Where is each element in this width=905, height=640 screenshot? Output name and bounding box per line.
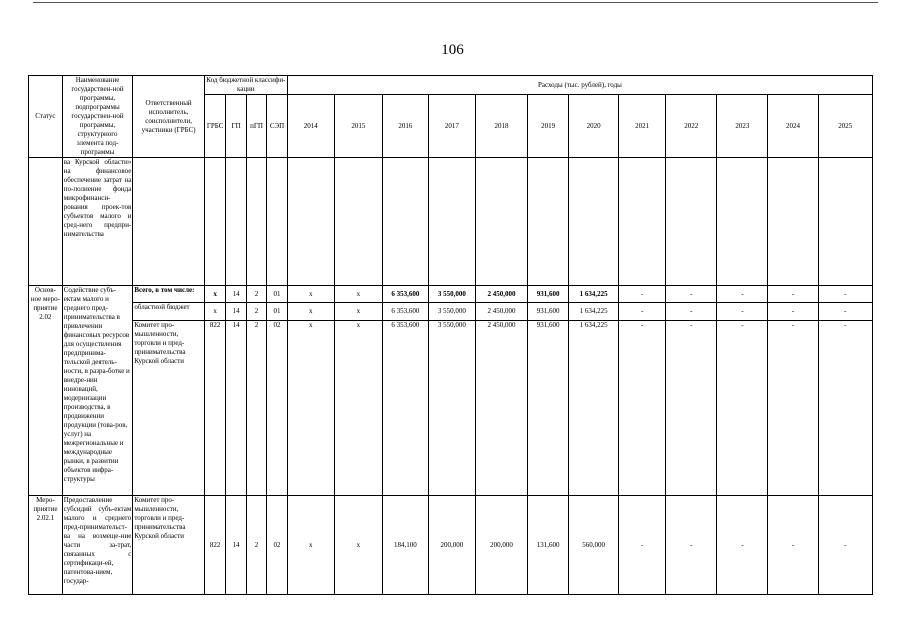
name-cell: Содействие субъ-ектам малого и среднего пред-принимательства в привлечении финансовых ресурсов для осуществления предпринима-тельской деятель-ности, в разра-ботке и внедре-нии инноваций, модернизации производства, в продвижении продукции (това-ров, услуг) на межрегиональные и международные рынки, в развитии объектов инфра-структуры	[62, 286, 133, 496]
year-header: 2014	[287, 95, 334, 158]
code-cell: 02	[267, 321, 288, 496]
value-cell: 1 634,225	[569, 321, 619, 496]
value-cell: 1 634,225	[569, 286, 619, 303]
table-row	[29, 321, 873, 496]
value-cell: x	[287, 321, 334, 496]
value-cell: -	[818, 321, 872, 496]
code-cell: x	[204, 286, 225, 303]
year-header: 2015	[334, 95, 382, 158]
executor-cell: областной бюджет	[133, 303, 205, 321]
code-cell: 2	[246, 286, 266, 303]
value-cell: -	[768, 321, 818, 496]
value-cell: -	[666, 303, 717, 321]
value-cell: -	[619, 496, 666, 595]
year-header: 2025	[818, 95, 872, 158]
code-header: СЭП	[267, 95, 288, 158]
value-cell: 2 450,000	[475, 321, 527, 496]
value-cell: -	[818, 286, 872, 303]
value-cell: x	[287, 303, 334, 321]
value-cell: x	[334, 286, 382, 303]
executor-cell: Комитет про-мышленности, торговли и пред-принимательства Курской области	[133, 321, 205, 496]
value-cell: 560,000	[569, 496, 619, 595]
value-cell: -	[818, 303, 872, 321]
value-cell: -	[666, 286, 717, 303]
year-header: 2020	[569, 95, 619, 158]
value-cell: 3 550,000	[428, 321, 475, 496]
code-cell: 01	[267, 303, 288, 321]
executor-cell: Комитет про-мышленности, торговли и пред-принимательства Курской области	[133, 496, 205, 595]
value-cell: 931,600	[528, 286, 569, 303]
code-cell: 14	[226, 496, 246, 595]
name-cell: ва Курской области» на финансовое обеспечение затрат на по-полнение фонда микрофинанси-рования проек-тов субъектов малого и сред-него предпри-нимательства	[62, 158, 133, 286]
value-cell: 3 550,000	[428, 303, 475, 321]
code-cell: 2	[246, 303, 266, 321]
value-cell: 200,000	[428, 496, 475, 595]
value-cell: 6 353,600	[382, 321, 428, 496]
budget-table-sheet	[28, 75, 873, 594]
year-header: 2023	[717, 95, 768, 158]
value-cell: -	[768, 303, 818, 321]
value-cell: -	[666, 496, 717, 595]
year-header: 2019	[528, 95, 569, 158]
value-cell: 6 353,600	[382, 286, 428, 303]
year-header: 2022	[666, 95, 717, 158]
status-cell	[29, 158, 63, 286]
value-cell: x	[334, 303, 382, 321]
year-header: 2024	[768, 95, 818, 158]
code-cell: 14	[226, 321, 246, 496]
status-cell: Меро-приятие 2.02.1	[29, 496, 63, 595]
value-cell: -	[768, 286, 818, 303]
header-row-1	[29, 76, 873, 95]
top-rule	[33, 2, 878, 3]
value-cell: x	[287, 496, 334, 595]
value-cell: -	[619, 303, 666, 321]
value-cell: -	[768, 496, 818, 595]
code-cell: 01	[267, 286, 288, 303]
name-cell: Предоставление субсидий субъ-ектам малого и среднего пред-принимательст-ва на возмеще-ние части за-трат, связанных с сертификаци-ей, патентова-нием, государ-	[62, 496, 133, 595]
value-cell: 3 550,000	[428, 286, 475, 303]
value-cell: -	[619, 286, 666, 303]
code-cell: 822	[204, 321, 225, 496]
code-header: ГРБС	[204, 95, 225, 158]
value-cell: 2 450,000	[475, 286, 527, 303]
code-cell: 2	[246, 321, 266, 496]
status-header: Статус	[29, 76, 63, 158]
code-cell: 02	[267, 496, 288, 595]
name-header: Наименование государствен-ной программы, подпрограммы государствен-ной программы, структурного элемента под-программы	[62, 76, 133, 158]
status-cell: Основ-ное меро-приятие 2.02	[29, 286, 63, 496]
table-row	[29, 496, 873, 595]
value-cell: -	[619, 321, 666, 496]
value-cell: -	[818, 496, 872, 595]
value-cell: -	[717, 321, 768, 496]
value-cell: 131,600	[528, 496, 569, 595]
code-cell: 14	[226, 286, 246, 303]
page-number: 106	[441, 42, 464, 58]
code-cell: 2	[246, 496, 266, 595]
executor-header: Ответственный исполнитель, соисполнители, участники (ГРБС)	[133, 76, 205, 158]
year-header: 2017	[428, 95, 475, 158]
value-cell: -	[666, 321, 717, 496]
table-row	[29, 303, 873, 321]
value-cell: 184,100	[382, 496, 428, 595]
code-group-header: Код бюджетной классифи-кации	[206, 76, 286, 93]
executor-cell: Всего, в том числе:	[133, 286, 205, 303]
code-cell: 822	[204, 496, 225, 595]
value-cell: 6 353,600	[382, 303, 428, 321]
value-cell: -	[717, 496, 768, 595]
value-cell: 200,000	[475, 496, 527, 595]
value-cell: 931,600	[528, 303, 569, 321]
year-header: 2018	[475, 95, 527, 158]
value-cell: 2 450,000	[475, 303, 527, 321]
continuation-row	[29, 158, 873, 286]
value-cell: 1 634,225	[569, 303, 619, 321]
year-header: 2016	[382, 95, 428, 158]
value-cell: x	[287, 286, 334, 303]
executor-cell	[133, 158, 205, 286]
code-cell: 14	[226, 303, 246, 321]
year-header: 2021	[619, 95, 666, 158]
value-cell: x	[334, 321, 382, 496]
value-cell: 931,600	[528, 321, 569, 496]
value-cell: -	[717, 303, 768, 321]
code-header: пГП	[246, 95, 266, 158]
table-row	[29, 286, 873, 303]
value-cell: x	[334, 496, 382, 595]
code-header: ГП	[226, 95, 246, 158]
expenses-group-header: Расходы (тыс. рублей), годы	[287, 76, 872, 95]
value-cell: -	[717, 286, 768, 303]
code-cell: x	[204, 303, 225, 321]
budget-table	[28, 75, 873, 595]
